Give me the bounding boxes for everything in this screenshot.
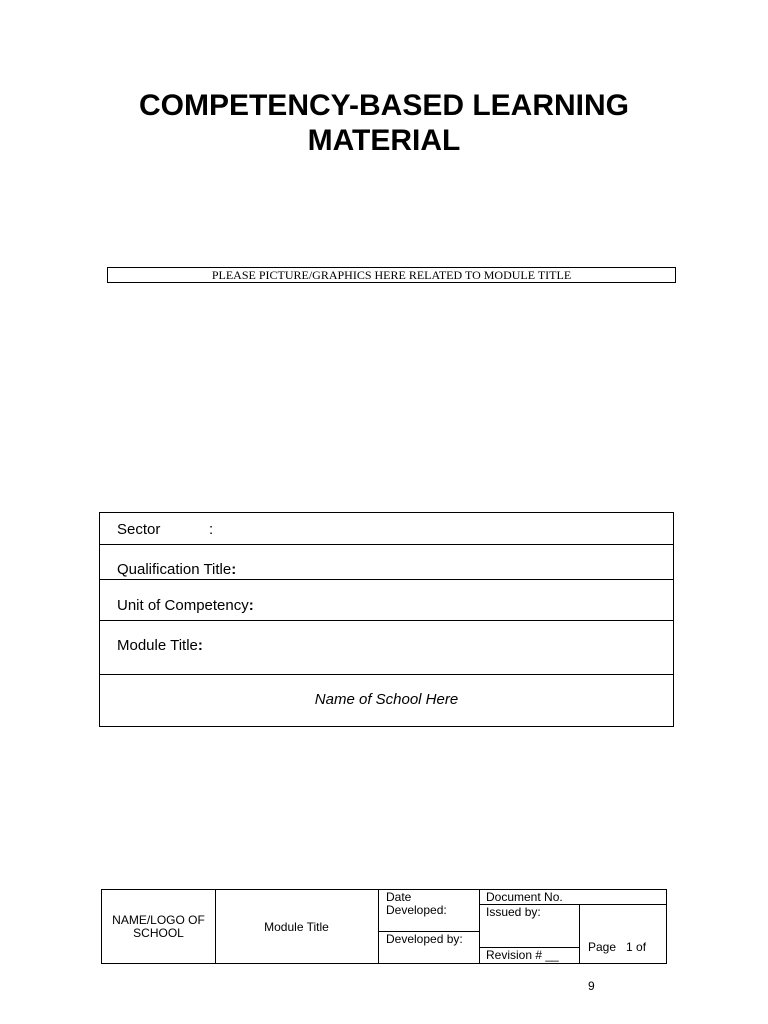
document-title xyxy=(0,88,768,158)
school-row xyxy=(100,675,673,726)
module-row xyxy=(100,621,673,675)
title-line-2: MATERIAL xyxy=(307,124,461,157)
unit-label: Unit of Competency: xyxy=(117,597,254,614)
qualification-row xyxy=(100,545,673,580)
issued-by-cell: Issued by: xyxy=(486,905,541,919)
school-name: Name of School Here xyxy=(314,691,459,708)
info-table xyxy=(99,512,674,727)
footer-table xyxy=(101,889,667,993)
developed-by-cell: Developed by: xyxy=(386,932,463,946)
picture-placeholder: PLEASE PICTURE/GRAPHICS HERE RELATED TO MODULE TITLE xyxy=(107,267,676,283)
qualification-label: Qualification Title: xyxy=(117,561,237,578)
page-number-cell: Page 1 of 9 xyxy=(588,940,647,993)
title-line-1: COMPETENCY-BASED LEARNING xyxy=(138,89,630,122)
sector-colon: : xyxy=(209,521,214,538)
document-no-cell: Document No. xyxy=(486,890,563,904)
unit-row xyxy=(100,580,673,621)
revision-cell: Revision # __ xyxy=(486,948,559,962)
footer-module-title: Module Title xyxy=(264,920,329,934)
school-logo-cell: NAME/LOGO OF SCHOOL xyxy=(112,913,205,940)
date-developed-cell: Date Developed: xyxy=(386,890,447,917)
sector-row xyxy=(100,513,673,545)
sector-label: Sector xyxy=(117,521,161,538)
module-label: Module Title: xyxy=(117,637,203,654)
